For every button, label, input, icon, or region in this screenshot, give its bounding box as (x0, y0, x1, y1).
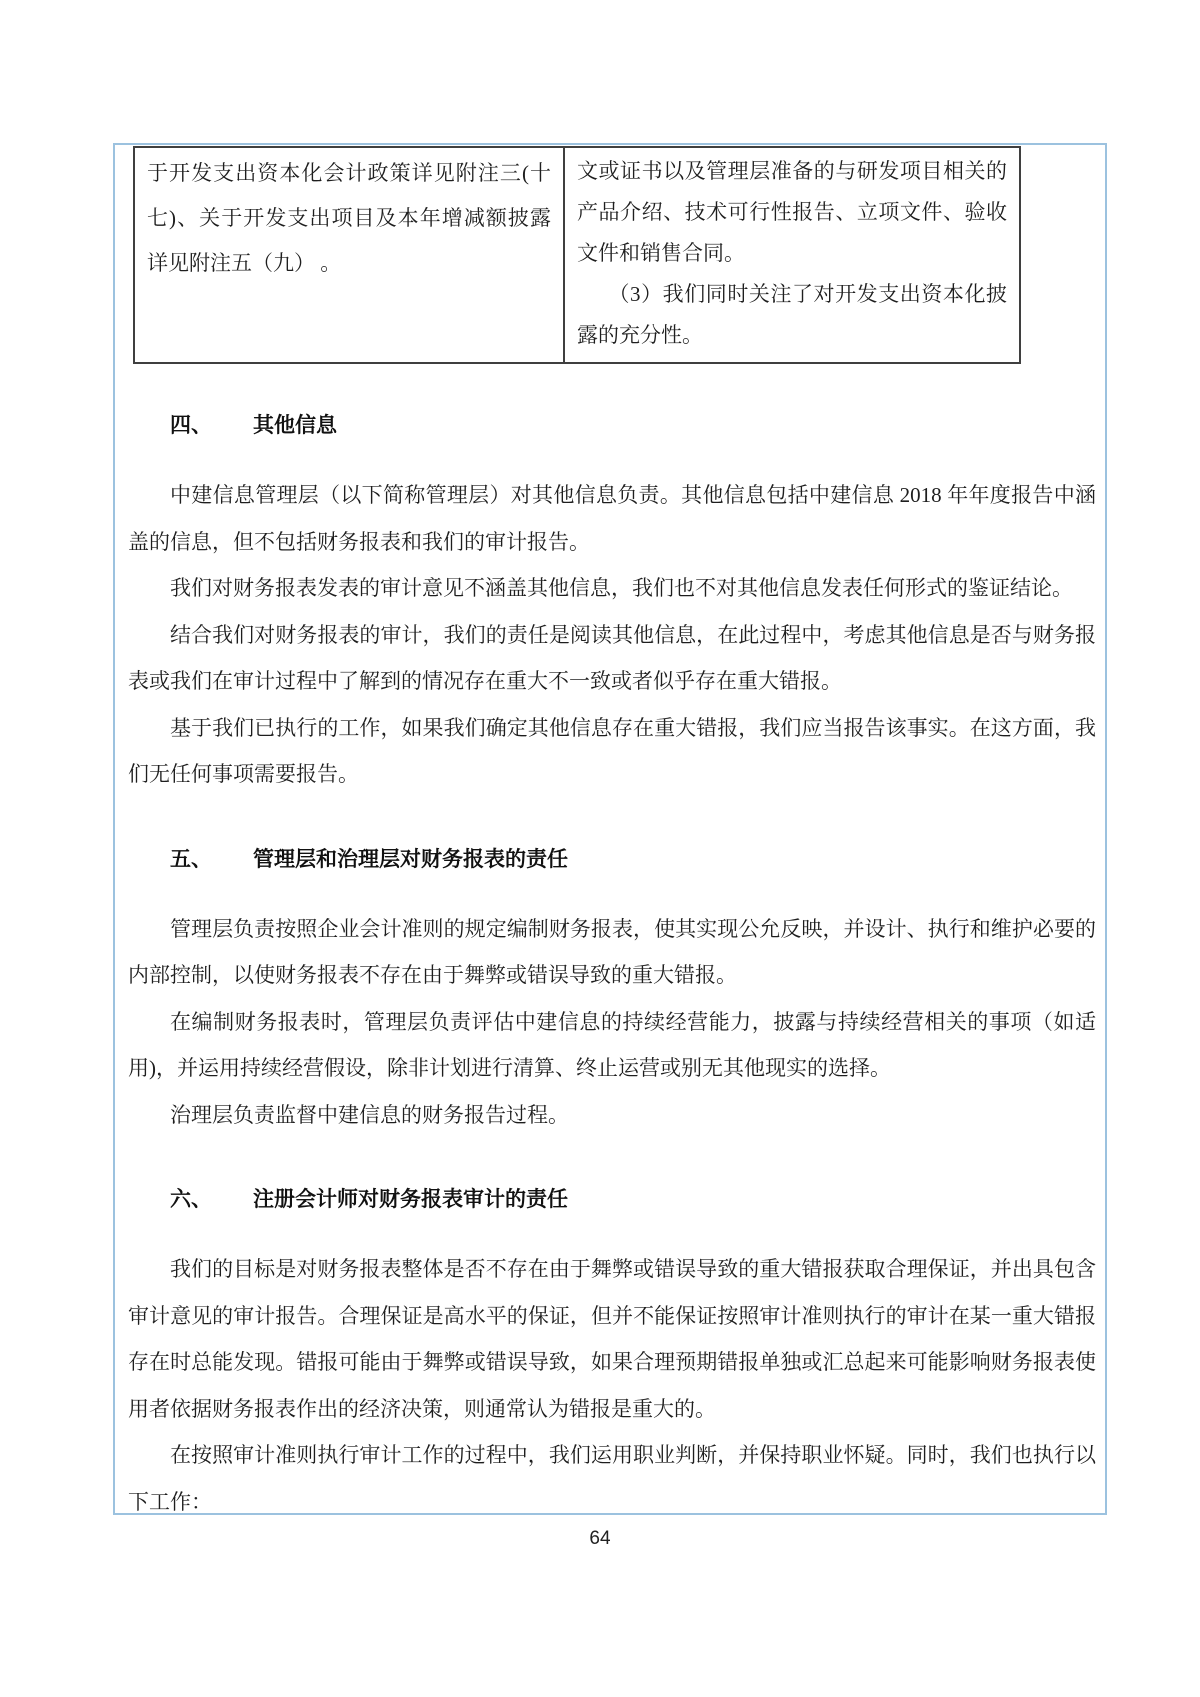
table-left-paragraph: 于开发支出资本化会计政策详见附注三(十七)、关于开发支出项目及本年增减额披露详见附注五（九） 。 (147, 161, 551, 275)
table-right-paragraph-2: （3）我们同时关注了对开发支出资本化披露的充分性。 (577, 282, 1007, 347)
paragraph: 在按照审计准则执行审计工作的过程中，我们运用职业判断，并保持职业怀疑。同时，我们也执行以下工作： (128, 1443, 1096, 1514)
section-title: 其他信息 (253, 413, 337, 437)
page-frame (113, 143, 1107, 1515)
paragraph: 在编制财务报表时，管理层负责评估中建信息的持续经营能力，披露与持续经营相关的事项（如适用)，并运用持续经营假设，除非计划进行清算、终止运营或别无其他现实的选择。 (128, 1009, 1096, 1080)
section-number: 四、 (170, 413, 212, 437)
table-cell-right (565, 148, 1019, 362)
paragraph: 我们的目标是对财务报表整体是否不存在由于舞弊或错误导致的重大错报获取合理保证，并出具包含审计意见的审计报告。合理保证是高水平的保证，但并不能保证按照审计准则执行的审计在某一重大错报存在时总能发现。错报可能由于舞弊或错误导致，如果合理预期错报单独或汇总起来可能影响财务报表使用者依据财务报表作出的经济决策，则通常认为错报是重大的。 (128, 1257, 1096, 1421)
section-heading-5 (170, 844, 1096, 874)
paragraph: 治理层负责监督中建信息的财务报告过程。 (170, 1102, 569, 1127)
section-heading-4 (170, 410, 1096, 440)
section-heading-6 (170, 1184, 1096, 1214)
page-number: 64 (589, 1528, 611, 1549)
section-number: 六、 (170, 1187, 212, 1211)
paragraph: 我们对财务报表发表的审计意见不涵盖其他信息，我们也不对其他信息发表任何形式的鉴证结论。 (170, 576, 1073, 600)
paragraph: 基于我们已执行的工作，如果我们确定其他信息存在重大错报，我们应当报告该事实。在这方面，我们无任何事项需要报告。 (128, 715, 1096, 786)
paragraph: 结合我们对财务报表的审计，我们的责任是阅读其他信息，在此过程中，考虑其他信息是否与财务报表或我们在审计过程中了解到的情况存在重大不一致或者似乎存在重大错报。 (128, 622, 1096, 693)
key-audit-matter-table (133, 146, 1021, 364)
paragraph: 管理层负责按照企业会计准则的规定编制财务报表，使其实现公允反映，并设计、执行和维护必要的内部控制，以使财务报表不存在由于舞弊或错误导致的重大错报。 (128, 916, 1096, 987)
section-title: 注册会计师对财务报表审计的责任 (253, 1187, 568, 1211)
section-number: 五、 (170, 846, 212, 871)
paragraph: 中建信息管理层（以下简称管理层）对其他信息负责。其他信息包括中建信息 2018 年年度报告中涵盖的信息，但不包括财务报表和我们的审计报告。 (128, 483, 1096, 554)
table-cell-left (135, 148, 565, 362)
section-title: 管理层和治理层对财务报表的责任 (253, 846, 568, 871)
table-right-paragraph-1: 文或证书以及管理层准备的与研发项目相关的产品介绍、技术可行性报告、立项文件、验收文件和销售合同。 (577, 159, 1007, 265)
